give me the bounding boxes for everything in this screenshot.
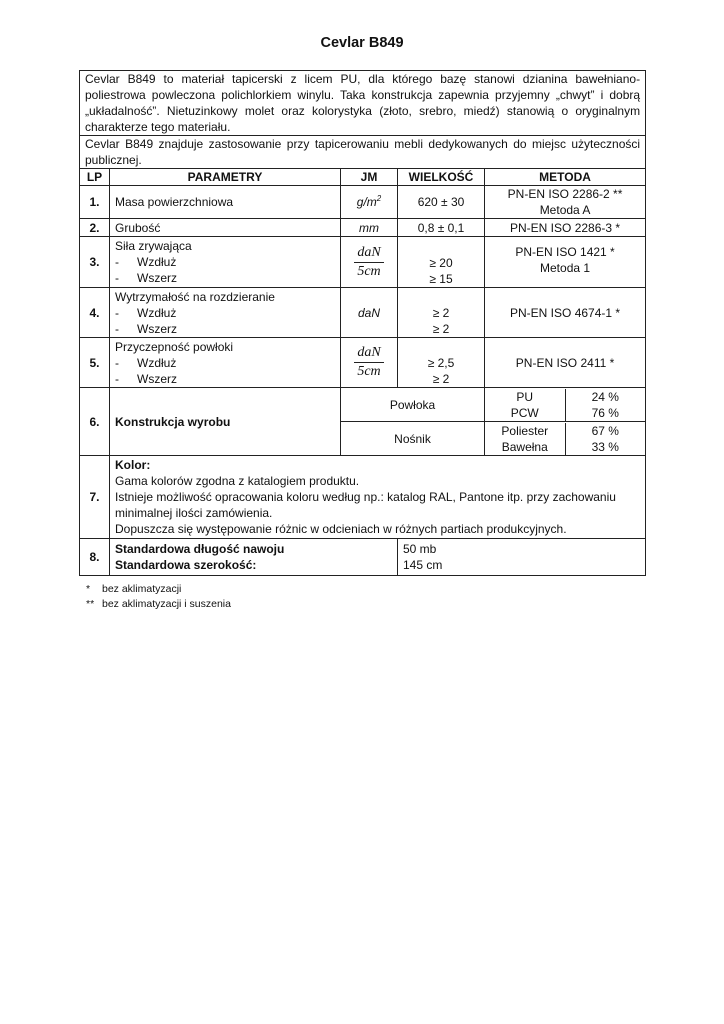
- roll-dimensions-values: 50 mb 145 cm: [398, 539, 646, 576]
- table-row: [80, 288, 646, 338]
- table-row: [80, 237, 646, 288]
- method: PN-EN ISO 2286-3 *: [485, 219, 646, 237]
- color-info: Kolor: Gama kolorów zgodna z katalogiem produktu. Istnieje możliwość opracowania koloru według np.: katalog RAL, Pantone itp. przy zachowaniu minimalnej ilości zamówienia. Dopuszcza się występowanie różnic w odcieniach w różnych partiach produkcyjnych.: [110, 456, 646, 539]
- table-row: [80, 456, 646, 539]
- table-row: [80, 219, 646, 237]
- row-number: 4.: [80, 288, 110, 338]
- header-parameters: PARAMETRY: [110, 169, 341, 186]
- parameter-name: Masa powierzchniowa: [110, 186, 341, 219]
- header-value: WIELKOŚĆ: [398, 169, 485, 186]
- value: ≥ 20 ≥ 15: [398, 237, 485, 288]
- row-number: 1.: [80, 186, 110, 219]
- table-row: [80, 186, 646, 219]
- table-header-row: [80, 169, 646, 186]
- row-number: 2.: [80, 219, 110, 237]
- intro-description: Cevlar B849 to materiał tapicerski z licem PU, dla którego bazę stanowi dzianina bawełniano-poliestrowa powleczona polichlorkiem winylu. Taka konstrukcja zapewnia przyjemny „chwyt” i dobrą „układalność”. Nietuzinkowy molet oraz kolorystyka (złoto, srebro, miedź) stanowią o oryginalnym charakterze tego materiału.: [80, 71, 646, 136]
- unit: $\frac{\text{daN}}{5cm}$: [341, 237, 398, 288]
- header-method: METODA: [485, 169, 646, 186]
- method: PN-EN ISO 1421 * Metoda 1: [485, 237, 646, 288]
- page-title: Cevlar B849: [320, 35, 404, 51]
- value: ≥ 2,5 ≥ 2: [398, 338, 485, 388]
- value: 0,8 ± 0,1: [398, 219, 485, 237]
- parameter-name: Przyczepność powłoki - Wzdłuż - Wszerz: [110, 338, 341, 388]
- footnotes: [86, 582, 231, 612]
- layer-composition: PU PCW 24 % 76 %: [485, 388, 646, 422]
- unit: $g/m^2$: [341, 186, 398, 219]
- unit: $\frac{\text{daN}}{5cm}$: [341, 338, 398, 388]
- parameter-name: Wytrzymałość na rozdzieranie - Wzdłuż - Wszerz: [110, 288, 341, 338]
- header-lp: LP: [80, 169, 110, 186]
- table-row: [80, 388, 646, 422]
- parameter-name: Grubość: [110, 219, 341, 237]
- roll-dimensions-labels: Standardowa długość nawoju Standardowa szerokość:: [110, 539, 398, 576]
- unit: daN: [341, 288, 398, 338]
- layer-composition: Poliester Bawełna 67 % 33 %: [485, 422, 646, 456]
- method: PN-EN ISO 2286-2 ** Metoda A: [485, 186, 646, 219]
- footnote: * bez aklimatyzacji: [86, 583, 182, 595]
- row-number: 5.: [80, 338, 110, 388]
- value: ≥ 2 ≥ 2: [398, 288, 485, 338]
- intro-application: Cevlar B849 znajduje zastosowanie przy tapicerowaniu mebli dedykowanych do miejsc użyteczności publicznej.: [80, 136, 646, 169]
- footnote: ** bez aklimatyzacji i suszenia: [86, 598, 231, 610]
- method: PN-EN ISO 2411 *: [485, 338, 646, 388]
- table-row: [80, 539, 646, 576]
- row-number: 3.: [80, 237, 110, 288]
- unit: mm: [341, 219, 398, 237]
- spec-table: [79, 70, 646, 576]
- parameter-name: Konstrukcja wyrobu: [110, 388, 341, 456]
- parameter-name: Siła zrywająca - Wzdłuż - Wszerz: [110, 237, 341, 288]
- table-row: [80, 338, 646, 388]
- row-number: 8.: [80, 539, 110, 576]
- value: 620 ± 30: [398, 186, 485, 219]
- row-number: 6.: [80, 388, 110, 456]
- method: PN-EN ISO 4674-1 *: [485, 288, 646, 338]
- layer-label: Nośnik: [341, 422, 485, 456]
- layer-label: Powłoka: [341, 388, 485, 422]
- header-unit: JM: [341, 169, 398, 186]
- row-number: 7.: [80, 456, 110, 539]
